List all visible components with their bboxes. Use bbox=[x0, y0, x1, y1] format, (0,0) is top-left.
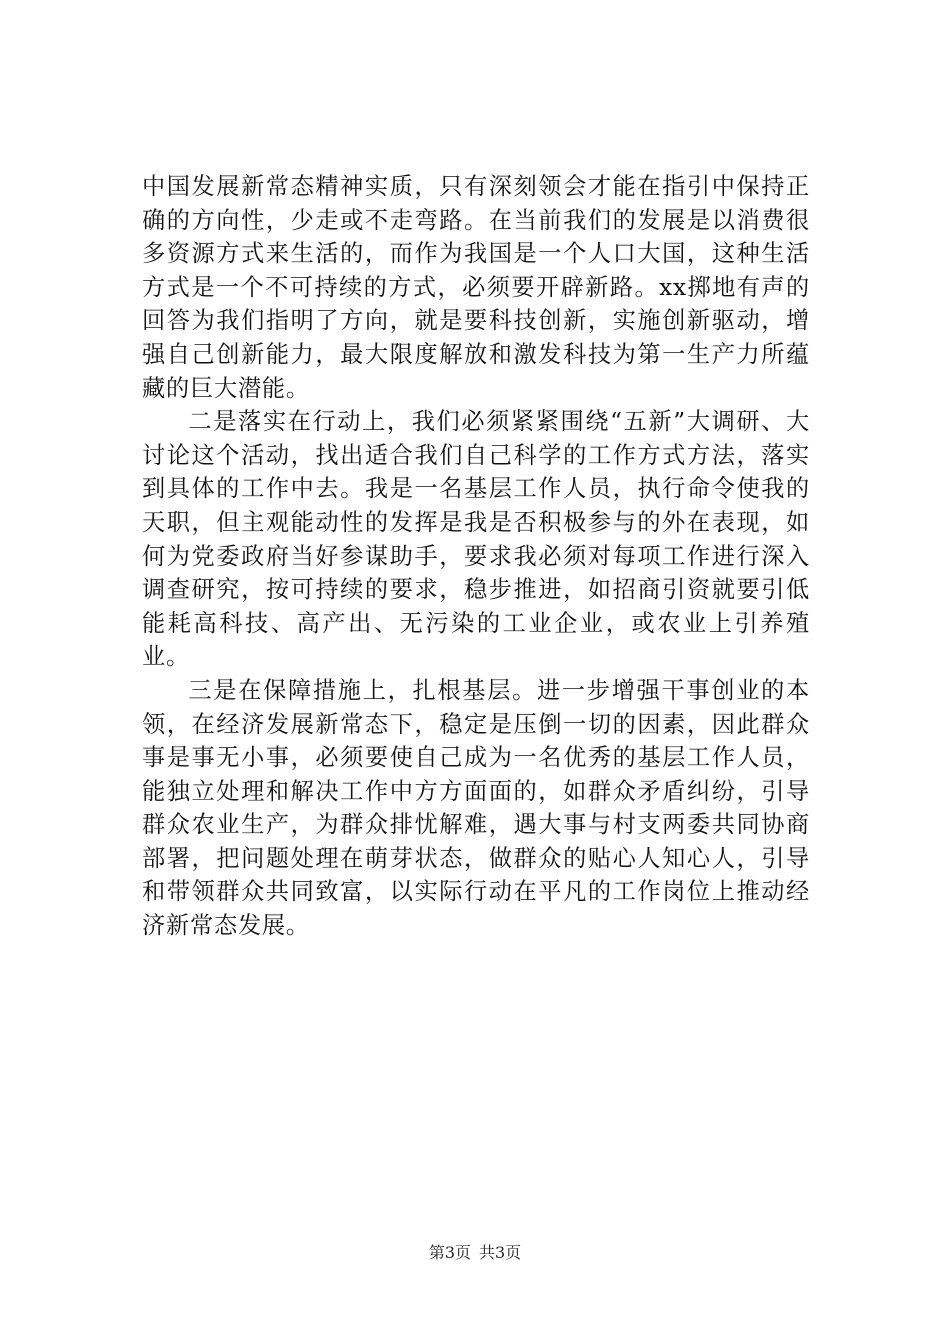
paragraph-continuation: 中国发展新常态精神实质，只有深刻领会才能在指引中保持正确的方向性，少走或不走弯路。在当前我们的发展是以消费很多资源方式来生活的，而作为我国是一个人口大国，这种生活方式是一个不可持续的方式，必须要开辟新路。xx掷地有声的回答为我们指明了方向，就是要科技创新，实施创新驱动，增强自己创新能力，最大限度解放和激发科技为第一生产力所蕴藏的巨大潜能。 bbox=[142, 173, 810, 402]
page-footer bbox=[0, 1243, 950, 1263]
document-body bbox=[142, 170, 810, 943]
page-number: 第3页 bbox=[428, 1243, 471, 1262]
paragraph-third-point: 三是在保障措施上，扎根基层。进一步增强干事创业的本领，在经济发展新常态下，稳定是压倒一切的因素，因此群众事是事无小事，必须要使自己成为一名优秀的基层工作人员，能独立处理和解决工作中方方面面的，如群众矛盾纠纷，引导群众农业生产，为群众排忧解难，遇大事与村支两委共同协商部署，把问题处理在萌芽状态，做群众的贴心人知心人，引导和带领群众共同致富，以实际行动在平凡的工作岗位上推动经济新常态发展。 bbox=[142, 676, 810, 940]
paragraph-second-point: 二是落实在行动上，我们必须紧紧围绕“五新”大调研、大讨论这个活动，找出适合我们自己科学的工作方式方法，落实到具体的工作中去。我是一名基层工作人员，执行命令使我的天职，但主观能动性的发挥是我是否积极参与的外在表现，如何为党委政府当好参谋助手，要求我必须对每项工作进行深入调查研究，按可持续的要求，稳步推进，如招商引资就要引低能耗高科技、高产出、无污染的工业企业，或农业上引养殖业。 bbox=[142, 408, 810, 671]
page-total: 共3页 bbox=[479, 1243, 522, 1262]
